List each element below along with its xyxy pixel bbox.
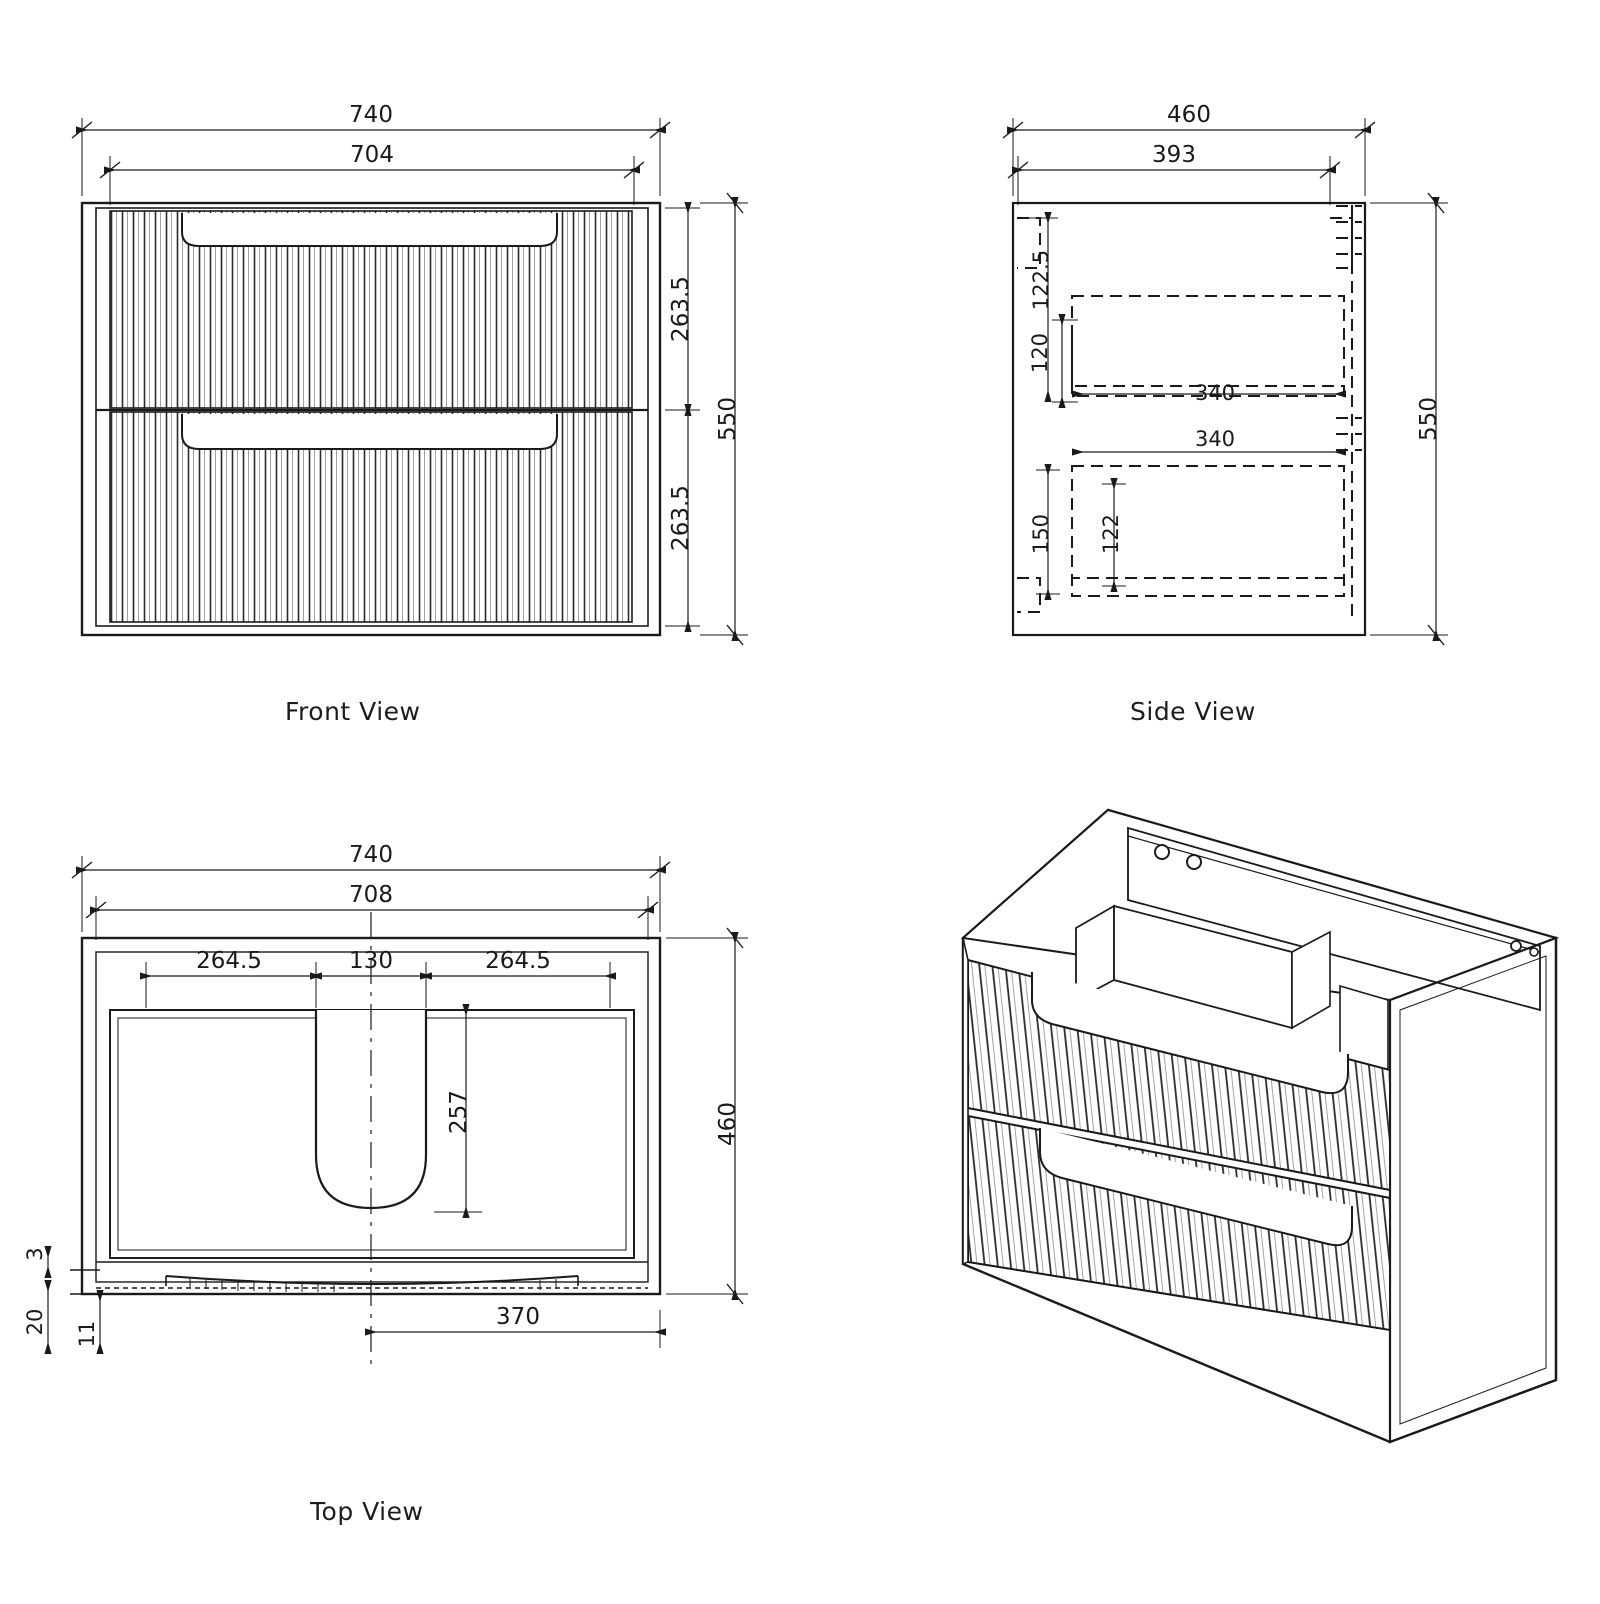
iso-left-edge [963, 938, 968, 1264]
iso-right-side-panel-inner [1400, 956, 1546, 1424]
top-dim-edge-20 [23, 1286, 48, 1348]
top-dim-right-segment [426, 948, 610, 1008]
top-dim-cutout-depth [434, 1010, 482, 1212]
side-view-group [1003, 102, 1448, 645]
top-dim-overall-depth [666, 928, 748, 1304]
side-carcass-outline [1013, 203, 1365, 635]
front-dim-740-text: 740 [349, 102, 393, 128]
top-dim-cutout-offset [371, 1304, 660, 1348]
side-dim-340-lower-text: 340 [1194, 427, 1236, 451]
front-upper-handle-recess [182, 213, 557, 246]
side-dim-overall-height [1370, 193, 1448, 645]
top-view-label: Top View [310, 1497, 424, 1526]
side-view-label: Side View [1130, 697, 1256, 726]
side-dim-upper-runner-depth [1078, 381, 1340, 405]
side-dim-150-text: 150 [1029, 513, 1053, 555]
top-dim-257-text: 257 [446, 1090, 472, 1134]
top-dim-left-segment [146, 948, 316, 1008]
front-dim-550-text: 550 [715, 397, 741, 441]
iso-right-side-panel [1390, 938, 1556, 1442]
top-bottom-rail-detail [70, 1262, 648, 1294]
top-view-group [23, 842, 748, 1368]
side-dim-122-text: 122 [1099, 513, 1123, 555]
side-dim-inner-depth [1008, 142, 1340, 205]
top-dim-264-5-left-text: 264.5 [196, 948, 262, 974]
front-dim-lower-height [665, 410, 700, 626]
top-dim-130-text: 130 [349, 948, 393, 974]
side-hidden-internals [1017, 205, 1362, 620]
side-dim-120-text: 120 [1028, 332, 1052, 374]
front-dim-upper-height [665, 208, 700, 410]
top-dim-edge-11 [75, 1296, 100, 1348]
front-view-group [72, 102, 748, 645]
top-dim-3-text: 3 [23, 1247, 47, 1261]
side-dim-lower-runner-depth [1078, 427, 1340, 452]
front-dim-panel-width [100, 142, 644, 205]
front-view-label: Front View [285, 697, 421, 726]
top-dim-740-text: 740 [349, 842, 393, 868]
front-dim-263-5-upper-text: 263.5 [668, 276, 694, 342]
top-dim-264-5-right-text: 264.5 [485, 948, 551, 974]
side-dim-393-text: 393 [1152, 142, 1196, 168]
top-dim-edge-3 [23, 1247, 48, 1272]
top-dim-panel-width [86, 882, 658, 940]
side-dim-lower-offset [1029, 470, 1060, 594]
isometric-view-group [963, 810, 1556, 1442]
side-dim-340-upper-text: 340 [1194, 381, 1236, 405]
top-dim-20-text: 20 [23, 1308, 47, 1336]
front-lower-handle-recess [182, 414, 557, 449]
top-dim-370-text: 370 [496, 1304, 540, 1330]
top-dim-11-text: 11 [75, 1320, 99, 1348]
front-dim-263-5-lower-text: 263.5 [668, 485, 694, 551]
iso-screw-hole-3 [1511, 941, 1521, 951]
top-dim-708-text: 708 [349, 882, 393, 908]
iso-screw-hole-4 [1530, 948, 1538, 956]
side-dim-122-5-text: 122.5 [1029, 249, 1053, 311]
side-dim-550-text: 550 [1416, 397, 1442, 441]
iso-screw-hole-1 [1155, 845, 1169, 859]
iso-screw-hole-2 [1187, 855, 1201, 869]
side-dim-460-text: 460 [1167, 102, 1211, 128]
front-dim-overall-height [700, 193, 748, 645]
front-dim-704-text: 704 [350, 142, 394, 168]
side-dim-lower-runner-height [1099, 484, 1126, 586]
top-dim-460-text: 460 [715, 1102, 741, 1146]
side-dim-upper-runner-height [1028, 320, 1078, 402]
